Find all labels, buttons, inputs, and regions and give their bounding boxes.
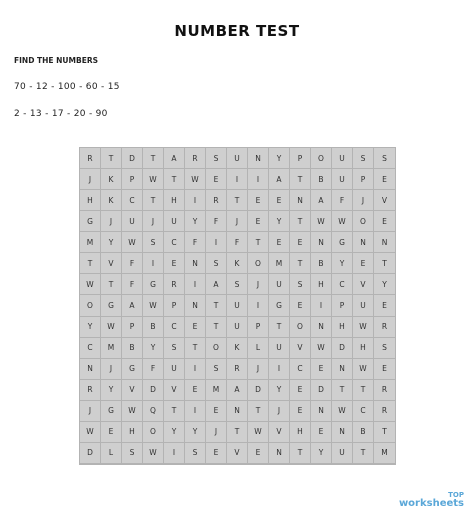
grid-cell[interactable]: E xyxy=(353,253,374,274)
grid-cell[interactable]: T xyxy=(227,190,248,211)
grid-cell[interactable]: E xyxy=(206,443,227,464)
grid-cell[interactable]: C xyxy=(332,274,353,295)
grid-cell[interactable]: S xyxy=(206,253,227,274)
grid-cell[interactable]: E xyxy=(290,295,311,316)
grid-cell[interactable]: E xyxy=(374,211,395,232)
grid-cell[interactable]: R xyxy=(374,380,395,401)
grid-cell[interactable]: R xyxy=(374,401,395,422)
grid-cell[interactable]: D xyxy=(248,380,269,401)
grid-cell[interactable]: T xyxy=(332,380,353,401)
grid-cell[interactable]: E xyxy=(311,359,332,380)
grid-cell[interactable]: N xyxy=(80,359,101,380)
grid-cell[interactable]: D xyxy=(143,380,164,401)
grid-cell[interactable]: C xyxy=(80,338,101,359)
grid-cell[interactable]: C xyxy=(353,401,374,422)
grid-cell[interactable]: N xyxy=(185,253,206,274)
grid-cell[interactable]: I xyxy=(185,274,206,295)
grid-cell[interactable]: W xyxy=(80,274,101,295)
grid-cell[interactable]: A xyxy=(311,190,332,211)
grid-cell[interactable]: Y xyxy=(101,232,122,253)
grid-cell[interactable]: Y xyxy=(143,338,164,359)
grid-cell[interactable]: T xyxy=(269,317,290,338)
grid-cell[interactable]: J xyxy=(101,211,122,232)
grid-cell[interactable]: V xyxy=(374,190,395,211)
grid-cell[interactable]: N xyxy=(290,190,311,211)
grid-cell[interactable]: V xyxy=(122,380,143,401)
grid-cell[interactable]: P xyxy=(353,169,374,190)
grid-cell[interactable]: E xyxy=(374,169,395,190)
grid-cell[interactable]: W xyxy=(311,338,332,359)
grid-cell[interactable]: D xyxy=(80,443,101,464)
grid-cell[interactable]: B xyxy=(353,422,374,443)
grid-cell[interactable]: Y xyxy=(80,317,101,338)
grid-cell[interactable]: V xyxy=(164,380,185,401)
grid-cell[interactable]: N xyxy=(227,401,248,422)
grid-cell[interactable]: T xyxy=(143,148,164,169)
grid-cell[interactable]: I xyxy=(206,232,227,253)
grid-cell[interactable]: Y xyxy=(374,274,395,295)
grid-cell[interactable]: P xyxy=(122,317,143,338)
grid-cell[interactable]: W xyxy=(353,317,374,338)
grid-cell[interactable]: E xyxy=(374,295,395,316)
grid-cell[interactable]: L xyxy=(101,443,122,464)
grid-cell[interactable]: S xyxy=(206,359,227,380)
grid-cell[interactable]: K xyxy=(101,169,122,190)
grid-cell[interactable]: I xyxy=(185,190,206,211)
grid-cell[interactable]: N xyxy=(248,148,269,169)
grid-cell[interactable]: U xyxy=(227,317,248,338)
grid-cell[interactable]: J xyxy=(80,169,101,190)
grid-cell[interactable]: K xyxy=(101,190,122,211)
grid-cell[interactable]: N xyxy=(185,295,206,316)
grid-cell[interactable]: P xyxy=(164,295,185,316)
grid-cell[interactable]: W xyxy=(311,211,332,232)
grid-cell[interactable]: C xyxy=(164,232,185,253)
grid-cell[interactable]: E xyxy=(206,169,227,190)
word-search-grid xyxy=(79,147,396,465)
grid-cell[interactable]: N xyxy=(311,317,332,338)
grid-cell[interactable]: E xyxy=(248,190,269,211)
grid-cell[interactable]: K xyxy=(227,338,248,359)
instructions-text: FIND THE NUMBERS xyxy=(14,56,99,65)
grid-cell[interactable]: T xyxy=(80,253,101,274)
grid-cell[interactable]: E xyxy=(290,232,311,253)
grid-cell[interactable]: S xyxy=(122,443,143,464)
grid-cell[interactable]: S xyxy=(227,274,248,295)
grid-cell[interactable]: N xyxy=(332,422,353,443)
grid-cell[interactable]: E xyxy=(164,253,185,274)
grid-cell[interactable]: C xyxy=(290,359,311,380)
grid-cell[interactable]: Y xyxy=(269,148,290,169)
number-line-1: 70 - 12 - 100 - 60 - 15 xyxy=(14,82,120,92)
grid-cell[interactable]: B xyxy=(311,169,332,190)
grid-cell[interactable]: E xyxy=(248,443,269,464)
grid-cell[interactable]: S xyxy=(353,148,374,169)
grid-cell[interactable]: A xyxy=(227,380,248,401)
grid-cell[interactable]: T xyxy=(290,253,311,274)
grid-cell[interactable]: D xyxy=(332,338,353,359)
grid-cell[interactable]: G xyxy=(80,211,101,232)
grid-cell[interactable]: H xyxy=(80,190,101,211)
grid-cell[interactable]: S xyxy=(185,443,206,464)
grid-cell[interactable]: W xyxy=(332,401,353,422)
grid-cell[interactable]: H xyxy=(311,274,332,295)
grid-cell[interactable]: J xyxy=(206,422,227,443)
grid-cell[interactable]: A xyxy=(164,148,185,169)
grid-cell[interactable]: B xyxy=(143,317,164,338)
grid-cell[interactable]: R xyxy=(80,380,101,401)
grid-cell[interactable]: W xyxy=(332,211,353,232)
grid-cell[interactable]: O xyxy=(311,148,332,169)
grid-cell[interactable]: E xyxy=(374,359,395,380)
grid-cell[interactable]: H xyxy=(122,422,143,443)
grid-cell[interactable]: A xyxy=(122,295,143,316)
grid-cell[interactable]: G xyxy=(269,295,290,316)
grid-cell[interactable]: T xyxy=(353,380,374,401)
grid-cell[interactable]: O xyxy=(290,317,311,338)
grid-cell[interactable]: R xyxy=(164,274,185,295)
grid-cell[interactable]: F xyxy=(143,359,164,380)
grid-cell[interactable]: J xyxy=(248,274,269,295)
grid-cell[interactable]: V xyxy=(269,422,290,443)
grid-cell[interactable]: R xyxy=(374,317,395,338)
grid-cell[interactable]: P xyxy=(122,169,143,190)
logo-bottom-text: worksheets xyxy=(398,498,464,509)
grid-cell[interactable]: O xyxy=(206,338,227,359)
grid-cell[interactable]: N xyxy=(311,232,332,253)
grid-cell[interactable]: U xyxy=(164,211,185,232)
grid-cell[interactable]: Y xyxy=(269,380,290,401)
grid-cell[interactable]: O xyxy=(248,253,269,274)
grid-cell[interactable]: N xyxy=(353,232,374,253)
grid-cell[interactable]: E xyxy=(185,380,206,401)
grid-cell[interactable]: J xyxy=(269,401,290,422)
grid-cell[interactable]: J xyxy=(227,211,248,232)
grid-cell[interactable]: W xyxy=(185,169,206,190)
grid-cell[interactable]: M xyxy=(80,232,101,253)
grid-cell[interactable]: H xyxy=(290,422,311,443)
grid-cell[interactable]: W xyxy=(143,443,164,464)
grid-cell[interactable]: G xyxy=(122,359,143,380)
grid-cell[interactable]: W xyxy=(122,401,143,422)
grid-cell[interactable]: T xyxy=(227,422,248,443)
grid-cell[interactable]: F xyxy=(206,211,227,232)
number-line-2: 2 - 13 - 17 - 20 - 90 xyxy=(14,109,108,119)
topworksheets-logo xyxy=(399,492,464,509)
grid-cell[interactable]: U xyxy=(332,148,353,169)
grid-cell[interactable]: A xyxy=(269,169,290,190)
grid-cell[interactable]: U xyxy=(164,359,185,380)
grid-cell[interactable]: S xyxy=(143,232,164,253)
grid-cell[interactable]: J xyxy=(80,401,101,422)
grid-cell[interactable]: T xyxy=(248,232,269,253)
grid-cell[interactable]: T xyxy=(143,190,164,211)
grid-cell[interactable]: M xyxy=(206,380,227,401)
grid-cell[interactable]: U xyxy=(353,295,374,316)
grid-cell[interactable]: I xyxy=(185,401,206,422)
grid-cell[interactable]: D xyxy=(311,380,332,401)
grid-cell[interactable]: N xyxy=(269,443,290,464)
grid-cell[interactable]: A xyxy=(206,274,227,295)
grid-cell[interactable]: G xyxy=(101,295,122,316)
grid-cell[interactable]: G xyxy=(143,274,164,295)
grid-cell[interactable]: C xyxy=(164,317,185,338)
grid-cell[interactable]: M xyxy=(269,253,290,274)
grid-cell[interactable]: M xyxy=(101,338,122,359)
grid-cell[interactable]: J xyxy=(101,359,122,380)
grid-cell[interactable]: R xyxy=(206,190,227,211)
grid-cell[interactable]: R xyxy=(227,359,248,380)
grid-cell[interactable]: I xyxy=(227,169,248,190)
grid-cell[interactable]: O xyxy=(80,295,101,316)
grid-cell[interactable]: J xyxy=(143,211,164,232)
grid-cell[interactable]: V xyxy=(290,338,311,359)
grid-cell[interactable]: U xyxy=(332,443,353,464)
grid-cell[interactable]: S xyxy=(374,338,395,359)
grid-cell[interactable]: Y xyxy=(332,253,353,274)
grid-cell[interactable]: F xyxy=(122,274,143,295)
grid-cell[interactable]: Y xyxy=(311,443,332,464)
grid-cell[interactable]: P xyxy=(248,317,269,338)
grid-cell[interactable]: U xyxy=(269,338,290,359)
grid-cell[interactable]: U xyxy=(227,148,248,169)
grid-cell[interactable]: T xyxy=(101,148,122,169)
grid-cell[interactable]: T xyxy=(206,295,227,316)
grid-cell[interactable]: E xyxy=(311,422,332,443)
grid-cell[interactable]: I xyxy=(185,359,206,380)
grid-cell[interactable]: S xyxy=(206,148,227,169)
grid-cell[interactable]: E xyxy=(290,380,311,401)
grid-cell[interactable]: R xyxy=(80,148,101,169)
grid-cell[interactable]: R xyxy=(185,148,206,169)
grid-cell[interactable]: E xyxy=(290,401,311,422)
grid-cell[interactable]: J xyxy=(353,190,374,211)
grid-cell[interactable]: H xyxy=(353,338,374,359)
grid-cell[interactable]: N xyxy=(311,401,332,422)
logo-top-text: TOP xyxy=(448,491,464,499)
grid-cell[interactable]: U xyxy=(269,274,290,295)
grid-cell[interactable]: T xyxy=(248,401,269,422)
grid-cell[interactable]: T xyxy=(164,401,185,422)
grid-cell[interactable]: I xyxy=(248,169,269,190)
grid-cell[interactable]: U xyxy=(227,295,248,316)
grid-cell[interactable]: E xyxy=(101,422,122,443)
grid-cell[interactable]: F xyxy=(332,190,353,211)
grid-cell[interactable]: Y xyxy=(185,211,206,232)
grid-cell[interactable]: C xyxy=(122,190,143,211)
grid-cell[interactable]: L xyxy=(248,338,269,359)
grid-cell[interactable]: W xyxy=(101,317,122,338)
grid-cell[interactable]: I xyxy=(143,253,164,274)
grid-cell[interactable]: V xyxy=(101,253,122,274)
grid-cell[interactable]: F xyxy=(122,253,143,274)
grid-cell[interactable]: Y xyxy=(164,422,185,443)
grid-cell[interactable]: J xyxy=(248,359,269,380)
grid-cell[interactable]: D xyxy=(122,148,143,169)
grid-cell[interactable]: V xyxy=(227,443,248,464)
grid-cell[interactable]: T xyxy=(374,253,395,274)
grid-cell[interactable]: S xyxy=(374,148,395,169)
grid-cell[interactable]: E xyxy=(269,232,290,253)
grid-cell[interactable]: Y xyxy=(185,422,206,443)
grid-cell[interactable]: Y xyxy=(101,380,122,401)
grid-cell[interactable]: I xyxy=(269,359,290,380)
grid-cell[interactable]: I xyxy=(311,295,332,316)
grid-cell[interactable]: N xyxy=(374,232,395,253)
grid-cell[interactable]: N xyxy=(332,359,353,380)
grid-cell[interactable]: T xyxy=(185,338,206,359)
grid-cell[interactable]: T xyxy=(206,317,227,338)
grid-cell[interactable]: W xyxy=(80,422,101,443)
grid-cell[interactable]: E xyxy=(248,211,269,232)
grid-cell[interactable]: K xyxy=(227,253,248,274)
grid-cell[interactable]: U xyxy=(122,211,143,232)
grid-cell[interactable]: F xyxy=(185,232,206,253)
grid-cell[interactable]: T xyxy=(290,169,311,190)
grid-cell[interactable]: S xyxy=(164,338,185,359)
grid-cell[interactable]: W xyxy=(143,169,164,190)
grid-cell[interactable]: W xyxy=(122,232,143,253)
grid-cell[interactable]: W xyxy=(143,295,164,316)
grid-cell[interactable]: I xyxy=(164,443,185,464)
grid-cell[interactable]: M xyxy=(374,443,395,464)
grid-cell[interactable]: T xyxy=(290,443,311,464)
grid-cell[interactable]: E xyxy=(269,190,290,211)
grid-cell[interactable]: V xyxy=(353,274,374,295)
grid-cell[interactable]: E xyxy=(206,401,227,422)
grid-cell[interactable]: E xyxy=(185,317,206,338)
grid-cell[interactable]: G xyxy=(332,232,353,253)
grid-cell[interactable]: Q xyxy=(143,401,164,422)
grid-cell[interactable]: B xyxy=(122,338,143,359)
worksheet-title: NUMBER TEST xyxy=(174,22,300,40)
grid-cell[interactable]: T xyxy=(353,443,374,464)
grid-cell[interactable]: T xyxy=(164,169,185,190)
grid-cell[interactable]: I xyxy=(248,295,269,316)
grid-cell[interactable]: P xyxy=(290,148,311,169)
grid-cell[interactable]: U xyxy=(332,169,353,190)
grid-cell[interactable]: S xyxy=(290,274,311,295)
grid-cell[interactable]: T xyxy=(101,274,122,295)
grid-cell[interactable]: G xyxy=(101,401,122,422)
grid-cell[interactable]: O xyxy=(353,211,374,232)
grid-cell[interactable]: H xyxy=(332,317,353,338)
grid-cell[interactable]: O xyxy=(143,422,164,443)
grid-cell[interactable]: W xyxy=(248,422,269,443)
grid-cell[interactable]: T xyxy=(374,422,395,443)
grid-cell[interactable]: H xyxy=(164,190,185,211)
grid-cell[interactable]: Y xyxy=(269,211,290,232)
grid-cell[interactable]: T xyxy=(290,211,311,232)
grid-cell[interactable]: W xyxy=(353,359,374,380)
grid-cell[interactable]: B xyxy=(311,253,332,274)
grid-cell[interactable]: F xyxy=(227,232,248,253)
grid-cell[interactable]: P xyxy=(332,295,353,316)
